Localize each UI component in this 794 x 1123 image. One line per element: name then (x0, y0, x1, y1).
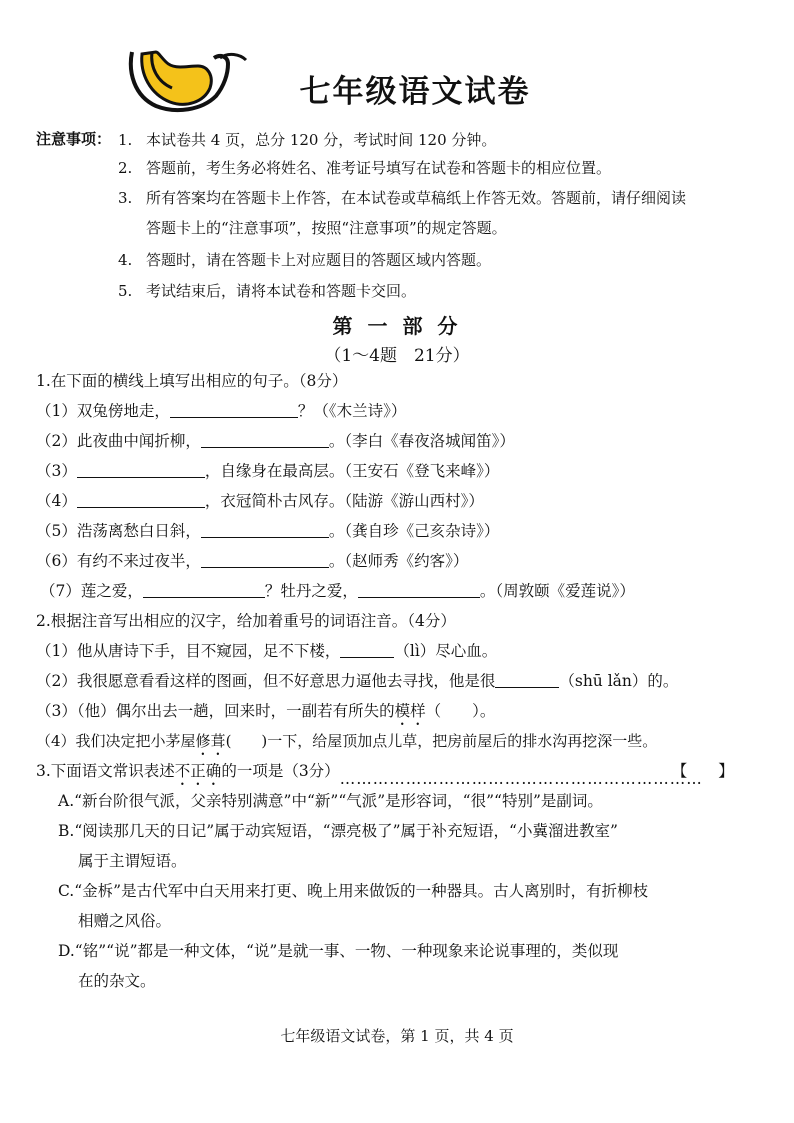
emphasized-word: 不正确 (174, 762, 222, 780)
emphasized-word: 修葺 (195, 732, 226, 750)
notice-label: 注意事项： (36, 130, 112, 148)
q1-item-6: （6）有约不来过夜半， 。（赵师秀《约客》） (36, 552, 469, 570)
option-c: C.“金柝”是古代军中白天用来打更、晚上用来做饭的一种器具。古人离别时，有折柳枝 (58, 882, 649, 900)
notice-item: 1. 本试卷共 4 页，总分 120 分，考试时间 120 分钟。 (118, 131, 497, 149)
q1-item-1: （1）双兔傍地走， ？（《木兰诗》） (36, 402, 407, 420)
notice-item-continuation: 答题卡上的“注意事项”，按照“注意事项”的规定答题。 (146, 219, 507, 237)
answer-blank[interactable] (201, 552, 329, 568)
q2-item-4: （4）我们决定把小茅屋修葺( )一下，给屋顶加点儿草，把房前屋后的排水沟再挖深一些。 (36, 732, 658, 750)
option-c-continuation: 相赠之风俗。 (78, 912, 172, 930)
q1-item-7: （7）莲之爱， ？牡丹之爱， 。（周敦颐《爱莲说》） (40, 582, 635, 600)
q1-item-4: （4） ，衣冠简朴古风存。（陆游《游山西村》） (36, 492, 484, 510)
answer-blank[interactable] (170, 402, 298, 418)
page-footer: 七年级语文试卷，第 1 页，共 4 页 (280, 1027, 514, 1045)
page-title: 七年级语文试卷 (299, 74, 531, 110)
q1-item-5: （5）浩荡离愁白日斜， 。（龚自珍《己亥杂诗》） (36, 522, 500, 540)
option-d: D.“铭”“说”都是一种文体，“说”是就一事、一物、一种现象来论说事理的，类似现 (58, 942, 619, 960)
emphasized-word: 模样 (394, 702, 426, 720)
question-3-stem: 3.下面语文常识表述不正确的一项是（3分）…………………………………………………………【 】 (36, 762, 734, 788)
notice-item: 4. 答题时，请在答题卡上对应题目的答题区域内答题。 (118, 251, 492, 269)
notice-item: 5. 考试结束后，请将本试卷和答题卡交回。 (118, 282, 417, 300)
answer-blank[interactable] (77, 492, 205, 508)
answer-blank[interactable] (143, 582, 265, 598)
dotted-leader: ………………………………………………………… (339, 770, 703, 788)
question-1-stem: 1.在下面的横线上填写出相应的句子。（8分） (36, 372, 348, 390)
option-b-continuation: 属于主谓短语。 (78, 852, 187, 870)
q1-item-2: （2）此夜曲中闻折柳， 。（李白《春夜洛城闻笛》） (36, 432, 515, 450)
option-b: B.“阅读那几天的日记”属于动宾短语，“漂亮极了”属于补充短语，“小冀溜进教室” (58, 822, 618, 840)
part-subtitle: （1～4题 21分） (324, 346, 470, 366)
q2-item-3: （3）（他）偶尔出去一趟，回来时，一副若有所失的模样（ ）。 (36, 702, 496, 720)
option-a: A.“新台阶很气派，父亲特别满意”中“新”“气派”是形容词，“很”“特别”是副词。 (58, 792, 603, 810)
answer-blank[interactable] (201, 522, 329, 538)
notice-item: 3. 所有答案均在答题卡上作答，在本试卷或草稿纸上作答无效。答题前，请仔细阅读 (118, 189, 687, 207)
answer-blank[interactable] (495, 672, 559, 688)
part-title: 第 一 部 分 (332, 314, 462, 338)
answer-bracket[interactable]: 【 】 (671, 762, 734, 780)
option-d-continuation: 在的杂文。 (78, 972, 156, 990)
q2-item-2: （2）我很愿意看看这样的图画，但不好意思力逼他去寻找，他是很 （shū lǎn）的。 (36, 672, 679, 690)
answer-blank[interactable] (358, 582, 480, 598)
answer-blank[interactable] (340, 642, 394, 658)
answer-blank[interactable] (77, 462, 205, 478)
answer-blank[interactable] (201, 432, 329, 448)
q2-item-1: （1）他从唐诗下手，目不窥园，足不下楼， （lì）尽心血。 (36, 642, 498, 660)
q1-item-3: （3） ，自缘身在最高层。（王安石《登飞来峰》） (36, 462, 500, 480)
question-2-stem: 2.根据注音写出相应的汉字，给加着重号的词语注音。（4分） (36, 612, 456, 630)
notice-item: 2. 答题前，考生务必将姓名、准考证号填写在试卷和答题卡的相应位置。 (118, 159, 612, 177)
